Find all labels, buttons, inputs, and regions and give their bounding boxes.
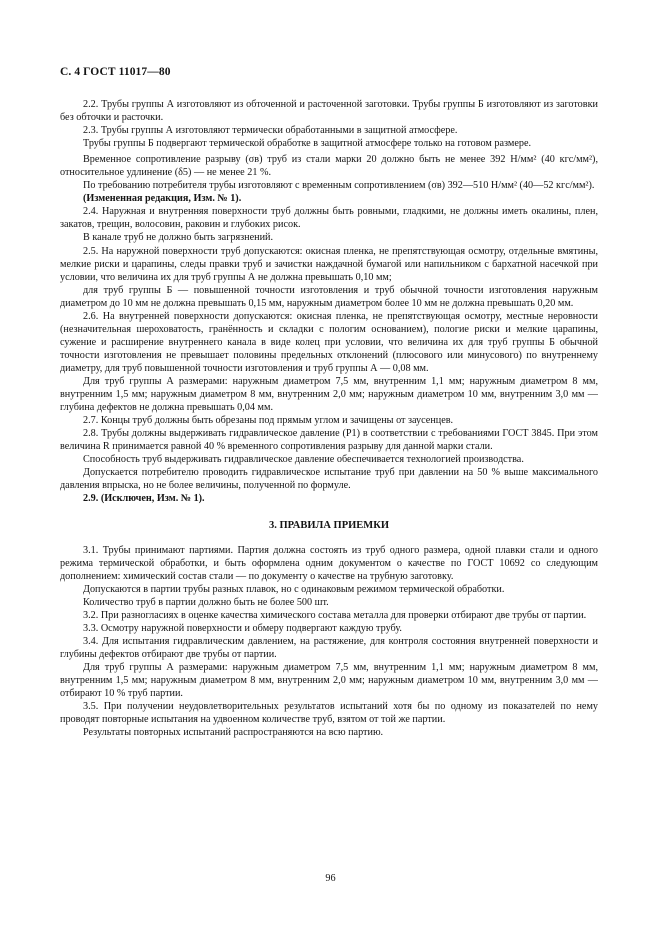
paragraph-lot-size: Количество труб в партии должно быть не более 500 шт. [83, 596, 329, 608]
section-heading: 3. ПРАВИЛА ПРИЕМКИ [269, 520, 389, 532]
paragraph-2-6: 2.6. На внутренней поверхности допускаются: окисная пленка, не препятствующая осмотру, местные неровности (незначительная шероховатость, гранённость и складки с пологим основанием), пологие риски и мелкие царапины, сужение и расширение внутреннего канала в виде колец при условии, что величина их для труб группы Б обычной точности изготовления не превышает половины предельных отклонений (плюсового или минусового) по внутреннему диаметру, для труб повышенной точности изготовления и труб группы А — 0,08 мм. [60, 310, 598, 374]
paragraph-channel: В канале труб не должно быть загрязнений. [83, 232, 274, 244]
paragraph-3-4: 3.4. Для испытания гидравлическим давлением, на растяжение, для контроля состояния внутренней поверхности и глубины дефектов отбирают две трубы от партии. [60, 635, 598, 660]
paragraph-pressure-test: Допускается потребителю проводить гидравлическое испытание труб при давлении на 50 % выше максимального давления впрыска, но не более величины, полученной по формуле. [60, 467, 598, 492]
paragraph-retest-results: Результаты повторных испытаний распространяются на всю партию. [83, 727, 384, 739]
paragraph-2-4: 2.4. Наружная и внутренняя поверхности труб должны быть ровными, гладкими, не должны иметь окалины, плен, закатов, трещин, волосовин, раковин и глубоких рисок. [60, 206, 598, 231]
document-body [60, 98, 598, 739]
paragraph-sampling: Для труб группы А размерами: наружным диаметром 7,5 мм, внутренним 1,1 мм; наружным диаметром 8 мм, внутренним 1,5 мм; наружным диаметром 8 мм, внутренним 2,0 мм; наружным диаметром 10 мм, внутренним 3,0 мм — отбирают 10 % труб партии. [60, 661, 598, 700]
paragraph-heat-treatment: Трубы группы Б подвергают термической обработке в защитной атмосфере только на готовом размере. [83, 138, 532, 150]
paragraph-group-b: для труб группы Б — повышенной точности изготовления и труб обычной точности изготовления наружным диаметром до 10 мм не должна превышать 0,15 мм, наружным диаметром более 10 мм не должна превышать 0,20 мм. [60, 284, 598, 309]
paragraph-3-1: 3.1. Трубы принимают партиями. Партия должна состоять из труб одного размера, одной плавки стали и одного режима термической обработки, и быть оформлена одним документом о качестве по ГОСТ 10692 со следующим дополнением: химический состав стали — по документу о качестве на трубную заготовку. [60, 544, 598, 582]
paragraph-tensile-strength: Временное сопротивление разрыву (σв) труб из стали марки 20 должно быть не менее 392 Н/мм² (40 кгс/мм²), относительное удлинение (δ5) — не менее 21 %. [60, 154, 598, 179]
paragraph-pressure-ability: Способность труб выдерживать гидравлическое давление обеспечивается технологией производства. [83, 454, 524, 466]
amendment-note: (Измененная редакция, Изм. № 1). [83, 193, 242, 205]
paragraph-2-8: 2.8. Трубы должны выдерживать гидравлическое давление (P1) в соответствии с требованиями ГОСТ 3845. При этом величина R принимается равной 40 % временного сопротивления разрыву для данной марки стали. [60, 428, 598, 453]
paragraph-2-5: 2.5. На наружной поверхности труб допускаются: окисная пленка, не препятствующая осмотру, отдельные вмятины, мелкие риски и царапины, следы правки труб и зачистки наждачной бумагой или напильником с бархатной насечкой при условии, что величина их для труб группы А не должна превышать 0,10 мм; [60, 245, 598, 283]
paragraph-3-2: 3.2. При разногласиях в оценке качества химического состава металла для проверки отбирают две трубы от партии. [83, 609, 587, 621]
paragraph-2-2: 2.2. Трубы группы А изготовляют из обточенной и расточенной заготовки. Трубы группы Б изготовляют из заготовки без обточки и расточки. [60, 99, 598, 124]
paragraph-2-7: 2.7. Концы труб должны быть обрезаны под прямым углом и зачищены от заусенцев. [83, 415, 454, 427]
page-header: С. 4 ГОСТ 11017—80 [60, 66, 171, 78]
paragraph-customer-request: По требованию потребителя трубы изготовляют с временным сопротивлением (σв) 392—510 Н/мм² (40—52 кгс/мм²). [83, 180, 595, 192]
paragraph-defect-depth: Для труб группы А размерами: наружным диаметром 7,5 мм, внутренним 1,1 мм; наружным диаметром 8 мм, внутренним 1,5 мм; наружным диаметром 8 мм, внутренним 2,0 мм; наружным диаметром 10 мм, внутренним 3,0 мм — глубина дефектов не должна превышать 0,04 мм. [60, 375, 598, 414]
paragraph-3-3: 3.3. Осмотру наружной поверхности и обмеру подвергают каждую трубу. [83, 622, 402, 634]
page-number: 96 [325, 873, 336, 884]
paragraph-3-5: 3.5. При получении неудовлетворительных результатов испытаний хотя бы по одному из показателей по нему проводят повторные испытания на удвоенном количестве труб, взятом от той же партии. [60, 701, 598, 726]
paragraph-2-9: 2.9. (Исключен, Изм. № 1). [83, 493, 205, 505]
paragraph-2-3: 2.3. Трубы группы А изготовляют термически обработанными в защитной атмосфере. [83, 125, 458, 137]
paragraph-mixed-heats: Допускаются в партии трубы разных плавок, но с одинаковым режимом термической обработки. [83, 583, 505, 595]
